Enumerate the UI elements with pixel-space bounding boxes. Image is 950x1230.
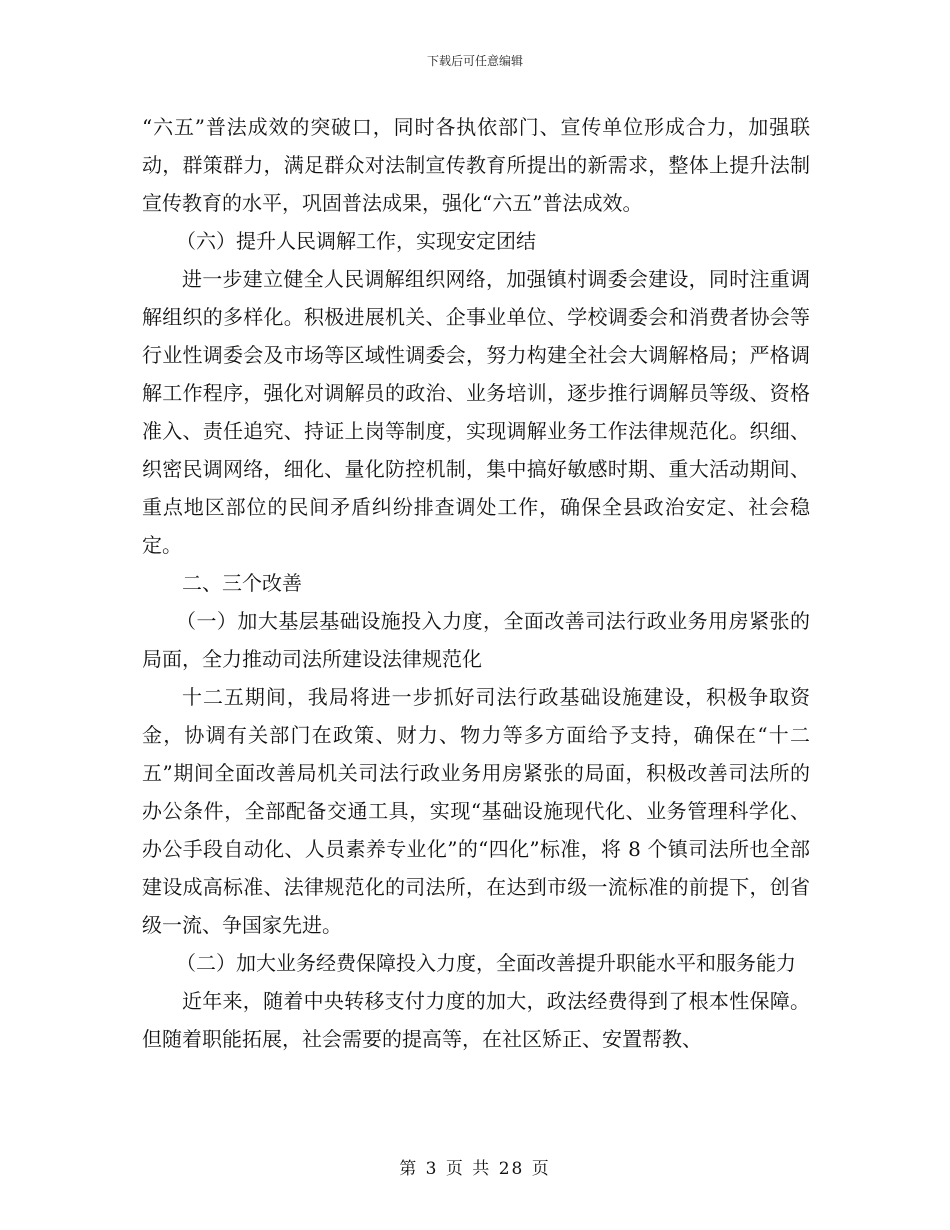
page-header: 下载后可任意编辑 <box>426 54 523 68</box>
section-heading-6: （六）提升人民调解工作，实现安定团结 <box>176 229 536 253</box>
paragraph-funding: 近年来，随着中央转移支付力度的加大，政法经费得到了根本性保障。但随着职能拓展，社会需要的提高等，在社区矫正、安置帮教、 <box>142 989 810 1051</box>
section-heading-three-improvements: 二、三个改善 <box>182 571 302 595</box>
paragraph-continuation: “六五”普法成效的突破口，同时各执依部门、宣传单位形成合力，加强联动，群策群力，满足群众对法制宣传教育所提出的新需求，整体上提升法制宣传教育的水平，巩固普法成果，强化“六五”普法成效。 <box>142 115 810 215</box>
paragraph-infrastructure: 十二五期间，我局将进一步抓好司法行政基础设施建设，积极争取资金，协调有关部门在政策、财力、物力等多方面给予支持，确保在“十二五”期间全面改善局机关司法行政业务用房紧张的局面，积极改善司法所的办公条件，全部配备交通工具，实现“基础设施现代化、业务管理科学化、办公手段自动化、人员素养专业化”的“四化”标准，将 8 个镇司法所也全部建设成高标准、法律规范化的司法所，在达到市级一流标准的前提下，创省级一流、争国家先进。 <box>142 685 810 937</box>
section-heading-1: （一）加大基层基础设施投入力度，全面改善司法行政业务用房紧张的局面，全力推动司法所建设法律规范化 <box>142 609 810 671</box>
document-body <box>142 108 810 1058</box>
paragraph-mediation: 进一步建立健全人民调解组织网络，加强镇村调委会建设，同时注重调解组织的多样化。积极进展机关、企事业单位、学校调委会和消费者协会等行业性调委会及市场等区域性调委会，努力构建全社会大调解格局；严格调解工作程序，强化对调解员的政治、业务培训，逐步推行调解员等级、资格准入、责任追究、持证上岗等制度，实现调解业务工作法律规范化。织细、织密民调网络，细化、量化防控机制，集中搞好敏感时期、重大活动期间、重点地区部位的民间矛盾纠纷排查调处工作，确保全县政治安定、社会稳定。 <box>142 267 810 557</box>
section-heading-2: （二）加大业务经费保障投入力度，全面改善提升职能水平和服务能力 <box>176 951 796 975</box>
page-footer: 第 3 页 共 28 页 <box>399 1159 551 1179</box>
